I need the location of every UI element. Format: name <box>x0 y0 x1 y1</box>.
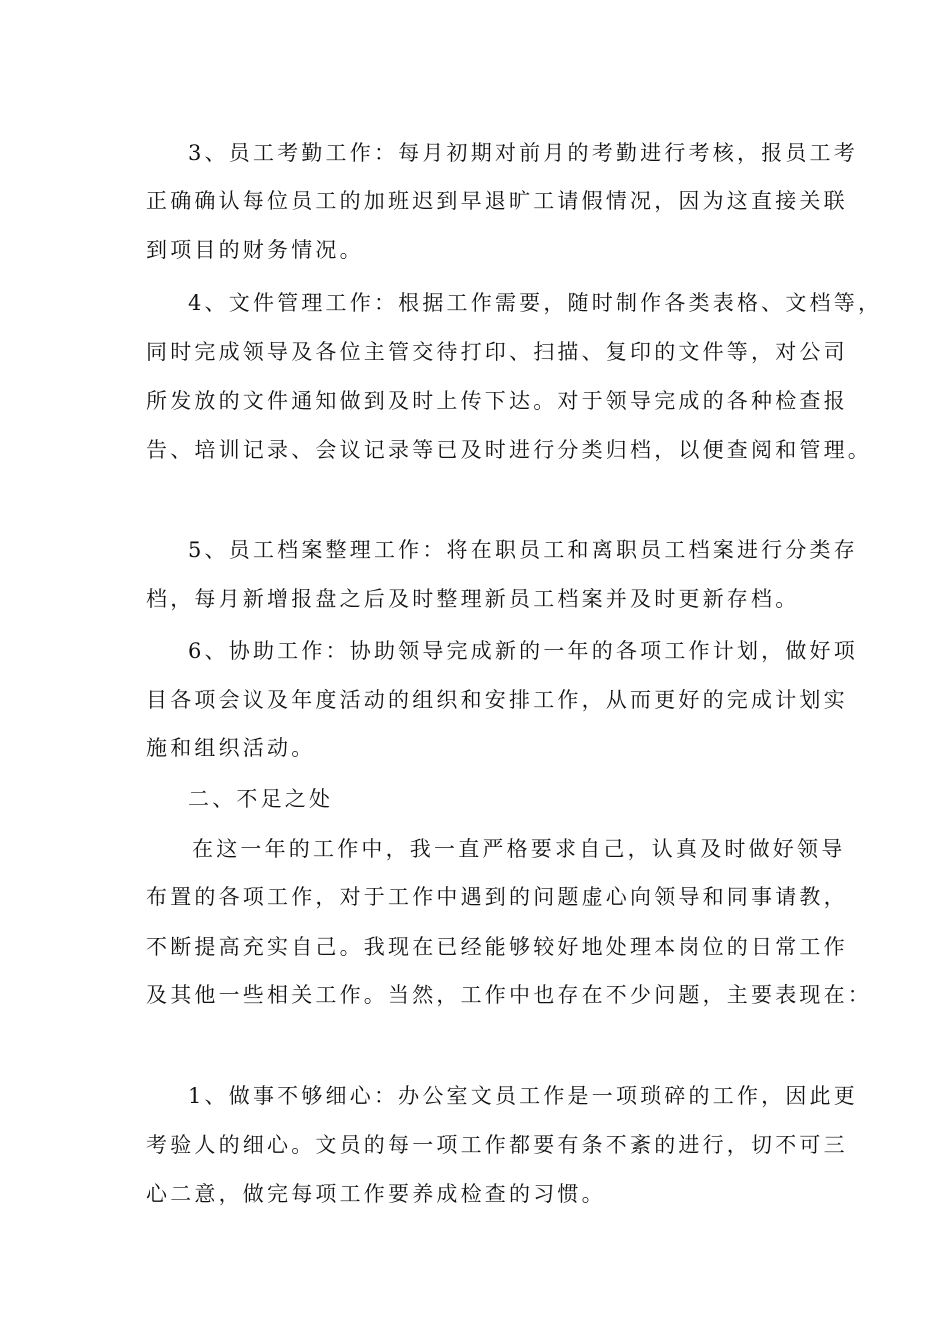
text-line: 到项目的财务情况。 <box>146 238 364 262</box>
text-line: 目各项会议及年度活动的组织和安排工作，从而更好的完成计划实 <box>146 688 848 712</box>
text-line: 在这一年的工作中，我一直严格要求自己，认真及时做好领导 <box>192 837 846 861</box>
text-line: 档，每月新增报盘之后及时整理新员工档案并及时更新存档。 <box>146 587 800 611</box>
text-line: 所发放的文件通知做到及时上传下达。对于领导完成的各种检查报 <box>146 389 848 413</box>
text-line: 不断提高充实自己。我现在已经能够较好地处理本岗位的日常工作 <box>146 935 848 959</box>
text-line: 心二意，做完每项工作要养成检查的习惯。 <box>146 1182 606 1206</box>
text-line: 3、员工考勤工作：每月初期对前月的考勤进行考核，报员工考 <box>188 141 858 165</box>
text-line: 6、协助工作：协助领导完成新的一年的各项工作计划，做好项 <box>188 639 858 663</box>
text-line: 4、文件管理工作：根据工作需要，随时制作各类表格、文档等， <box>188 291 883 315</box>
text-line: 同时完成领导及各位主管交待打印、扫描、复印的文件等，对公司 <box>146 340 848 364</box>
text-line: 考验人的细心。文员的每一项工作都要有条不紊的进行，切不可三 <box>146 1133 848 1157</box>
text-line: 告、培训记录、会议记录等已及时进行分类归档，以便查阅和管理。 <box>146 438 872 462</box>
section-title: 二、不足之处 <box>188 787 334 811</box>
text-line: 正确确认每位员工的加班迟到早退旷工请假情况，因为这直接关联 <box>146 189 848 213</box>
text-line: 5、员工档案整理工作：将在职员工和离职员工档案进行分类存 <box>188 538 858 562</box>
text-line: 施和组织活动。 <box>146 736 316 760</box>
text-line: 布置的各项工作，对于工作中遇到的问题虚心向领导和同事请教， <box>146 885 848 909</box>
text-line: 1、做事不够细心：办公室文员工作是一项琐碎的工作，因此更 <box>188 1084 858 1108</box>
text-line: 及其他一些相关工作。当然，工作中也存在不少问题，主要表现在： <box>146 983 872 1007</box>
